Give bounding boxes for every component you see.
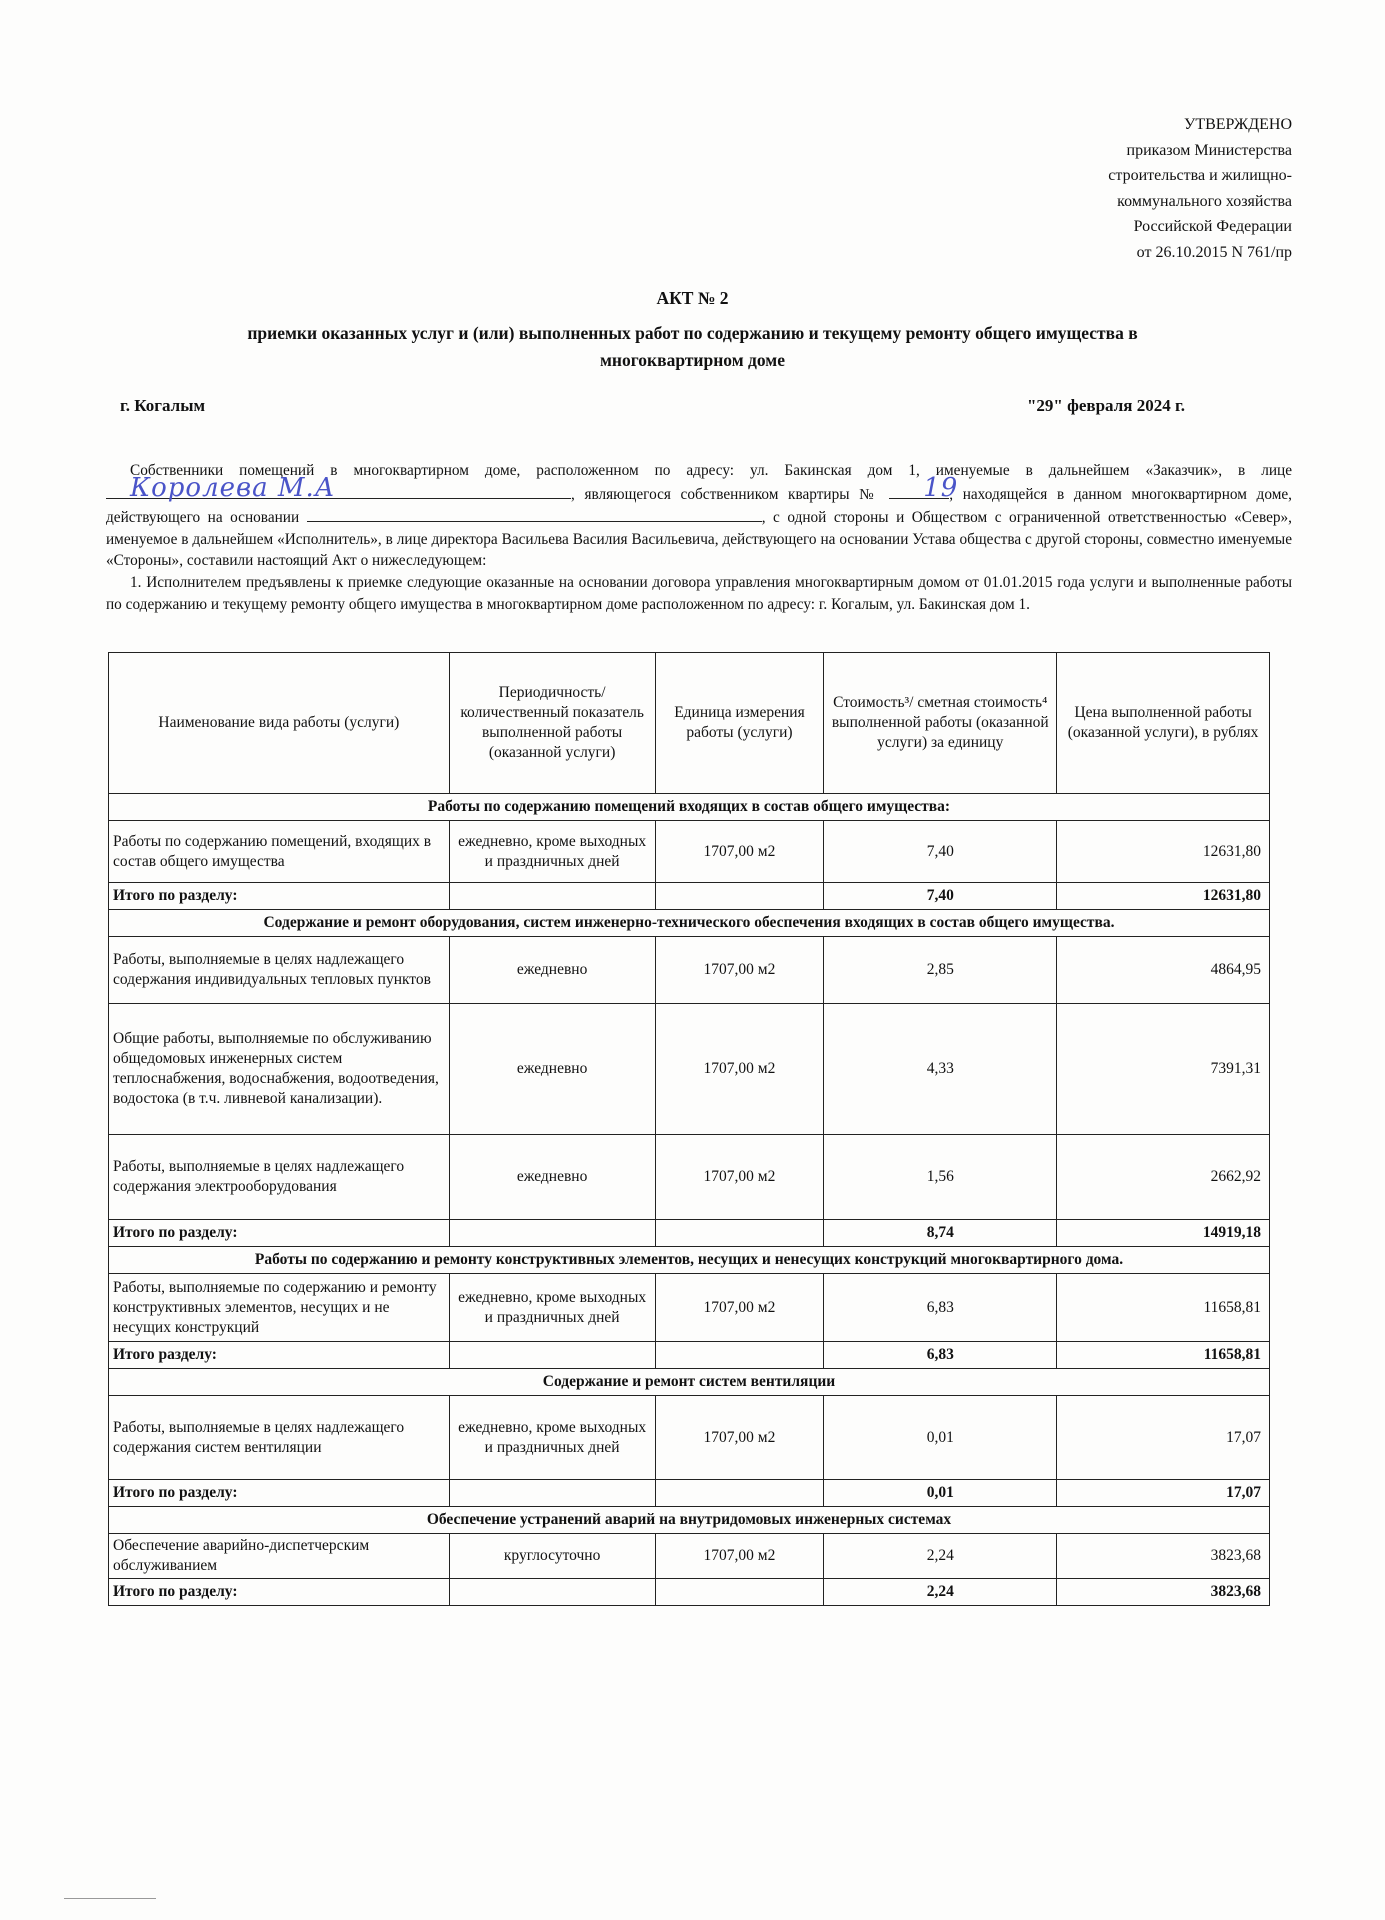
cell-period: ежедневно — [449, 1004, 655, 1135]
table-row — [109, 1534, 1270, 1579]
total-empty — [449, 1480, 655, 1507]
total-row — [109, 1220, 1270, 1247]
cell-price: 3823,68 — [1057, 1534, 1270, 1579]
act-number: АКТ № 2 — [656, 288, 729, 308]
section-row — [109, 910, 1270, 937]
cell-cost: 4,33 — [824, 1004, 1057, 1135]
cell-price: 4864,95 — [1057, 937, 1270, 1004]
header-period: Периодичность/ количественный показатель выполненной работы (оказанной услуги) — [449, 653, 655, 794]
header-cost: Стоимость³/ сметная стоимость⁴ выполненной работы (оказанной услуги) за единицу — [824, 653, 1057, 794]
cell-price: 12631,80 — [1057, 821, 1270, 883]
section-title: Работы по содержанию и ремонту конструктивных элементов, несущих и ненесущих конструкций многоквартирного дома. — [109, 1247, 1270, 1274]
cell-price: 2662,92 — [1057, 1135, 1270, 1220]
cell-cost: 2,24 — [824, 1534, 1057, 1579]
act-subtitle: приемки оказанных услуг и (или) выполненных работ по содержанию и текущему ремонту общего имущества в многоквартирном доме — [247, 323, 1138, 370]
total-row — [109, 883, 1270, 910]
intro-paragraph-2: 1. Исполнителем предъявлены к приемке следующие оказанные на основании договора управления многоквартирным домом от 01.01.2015 года услуги и выполненные работы по содержанию и текущему ремонту общего имущества в многоквартирном доме расположенном по адресу: г. Когалым, ул. Бакинская дом 1. — [106, 573, 1292, 613]
section-title: Содержание и ремонт оборудования, систем инженерно-технического обеспечения входящих в состав общего имущества. — [109, 910, 1270, 937]
cell-unit: 1707,00 м2 — [655, 937, 824, 1004]
total-empty — [449, 1342, 655, 1369]
cell-name: Работы, выполняемые в целях надлежащего содержания индивидуальных тепловых пунктов — [109, 937, 450, 1004]
intro-part-2: , являющегося собственником квартиры № — [571, 485, 880, 503]
cell-cost: 6,83 — [824, 1274, 1057, 1342]
cell-period: круглосуточно — [449, 1534, 655, 1579]
cell-name: Работы, выполняемые в целях надлежащего содержания электрооборудования — [109, 1135, 450, 1220]
total-price: 12631,80 — [1057, 883, 1270, 910]
total-cost: 2,24 — [824, 1579, 1057, 1606]
total-cost: 8,74 — [824, 1220, 1057, 1247]
total-empty — [449, 1579, 655, 1606]
cell-period: ежедневно — [449, 937, 655, 1004]
total-label: Итого по разделу: — [109, 1480, 450, 1507]
cell-name: Общие работы, выполняемые по обслуживанию общедомовых инженерных систем теплоснабжения, водоснабжения, водоотведения, водостока (в т.ч. ливневой канализации). — [109, 1004, 450, 1135]
total-empty — [449, 1220, 655, 1247]
cell-cost: 2,85 — [824, 937, 1057, 1004]
table-row — [109, 1274, 1270, 1342]
footer-divider — [64, 1898, 156, 1899]
cell-cost: 7,40 — [824, 821, 1057, 883]
cell-unit: 1707,00 м2 — [655, 1004, 824, 1135]
total-cost: 7,40 — [824, 883, 1057, 910]
total-cost: 6,83 — [824, 1342, 1057, 1369]
cell-period: ежедневно — [449, 1135, 655, 1220]
cell-period: ежедневно, кроме выходных и праздничных дней — [449, 1274, 655, 1342]
table-row — [109, 1004, 1270, 1135]
approval-line: от 26.10.2015 N 761/пр — [1136, 243, 1292, 261]
total-price: 3823,68 — [1057, 1579, 1270, 1606]
approval-line: Российской Федерации — [1133, 218, 1292, 235]
cell-price: 11658,81 — [1057, 1274, 1270, 1342]
section-row — [109, 1507, 1270, 1534]
apartment-number-handwritten: 19 — [923, 473, 959, 503]
cell-unit: 1707,00 м2 — [655, 1135, 824, 1220]
total-empty — [655, 1342, 824, 1369]
section-row — [109, 794, 1270, 821]
header-unit: Единица измерения работы (услуги) — [655, 653, 824, 794]
total-price: 17,07 — [1057, 1480, 1270, 1507]
table-row — [109, 821, 1270, 883]
total-label: Итого по разделу: — [109, 883, 450, 910]
works-table — [108, 652, 1270, 1606]
approval-line: строительства и жилищно- — [1108, 167, 1292, 184]
section-row — [109, 1247, 1270, 1274]
intro-paragraph-1 — [106, 460, 1292, 572]
total-empty — [449, 883, 655, 910]
total-label: Итого разделу: — [109, 1342, 450, 1369]
cell-price: 7391,31 — [1057, 1004, 1270, 1135]
cell-cost: 0,01 — [824, 1396, 1057, 1480]
apartment-number-field — [889, 473, 959, 503]
table-header-row — [109, 653, 1270, 794]
header-price: Цена выполненной работы (оказанной услуги), в рублях — [1057, 653, 1270, 794]
intro-text — [106, 460, 1292, 615]
total-empty — [655, 1220, 824, 1247]
total-cost: 0,01 — [824, 1480, 1057, 1507]
place: г. Когалым — [120, 396, 206, 415]
owner-name-handwritten: Королева М.А — [130, 473, 336, 503]
cell-name: Работы, выполняемые по содержанию и ремонту конструктивных элементов, несущих и не несущих конструкций — [109, 1274, 450, 1342]
approval-line: УТВЕРЖДЕНО — [1183, 116, 1292, 133]
approval-line: коммунального хозяйства — [1117, 192, 1292, 210]
intro-part-1: Собственники помещений в многоквартирном доме, расположенном по адресу: ул. Бакинская дом 1, именуемые в дальнейшем «Заказчик», в лице — [130, 462, 1292, 479]
cell-unit: 1707,00 м2 — [655, 1396, 824, 1480]
cell-name: Работы, выполняемые в целях надлежащего содержания систем вентиляции — [109, 1396, 450, 1480]
intro-part-3: , находящейся в данном многоквартирном доме, действующего на основании — [106, 485, 1292, 527]
table-row — [109, 1135, 1270, 1220]
total-row — [109, 1579, 1270, 1606]
owner-name-field — [106, 473, 571, 503]
cell-name: Работы по содержанию помещений, входящих в состав общего имущества — [109, 821, 450, 883]
section-title: Работы по содержанию помещений входящих в состав общего имущества: — [109, 794, 1270, 821]
total-empty — [655, 883, 824, 910]
total-row — [109, 1480, 1270, 1507]
section-title: Содержание и ремонт систем вентиляции — [109, 1369, 1270, 1396]
cell-unit: 1707,00 м2 — [655, 1534, 824, 1579]
cell-period: ежедневно, кроме выходных и праздничных дней — [449, 1396, 655, 1480]
table-row — [109, 1396, 1270, 1480]
total-label: Итого по разделу: — [109, 1220, 450, 1247]
cell-name: Обеспечение аварийно-диспетчерским обслуживанием — [109, 1534, 450, 1579]
approval-line: приказом Министерства — [1126, 141, 1292, 159]
act-date: "29" февраля 2024 г. — [1026, 396, 1185, 415]
total-row — [109, 1342, 1270, 1369]
section-title: Обеспечение устранений аварий на внутридомовых инженерных системах — [109, 1507, 1270, 1534]
total-price: 14919,18 — [1057, 1220, 1270, 1247]
basis-blank-field — [307, 505, 762, 522]
section-row — [109, 1369, 1270, 1396]
cell-unit: 1707,00 м2 — [655, 1274, 824, 1342]
total-empty — [655, 1480, 824, 1507]
total-price: 11658,81 — [1057, 1342, 1270, 1369]
cell-cost: 1,56 — [824, 1135, 1057, 1220]
total-label: Итого по разделу: — [109, 1579, 450, 1606]
table-row — [109, 937, 1270, 1004]
cell-price: 17,07 — [1057, 1396, 1270, 1480]
total-empty — [655, 1579, 824, 1606]
header-name: Наименование вида работы (услуги) — [109, 653, 450, 794]
intro-part-4: , с одной стороны и Обществом с ограниченной ответственностью «Север», именуемое в дальнейшем «Исполнитель», в лице директора Васильева Василия Васильевича, действующего на основании Устава общества с другой стороны, совместно именуемые «Стороны», составили настоящий Акт о нижеследующем: — [106, 509, 1292, 570]
cell-period: ежедневно, кроме выходных и праздничных дней — [449, 821, 655, 883]
cell-unit: 1707,00 м2 — [655, 821, 824, 883]
approval-stamp-block — [1108, 112, 1292, 265]
